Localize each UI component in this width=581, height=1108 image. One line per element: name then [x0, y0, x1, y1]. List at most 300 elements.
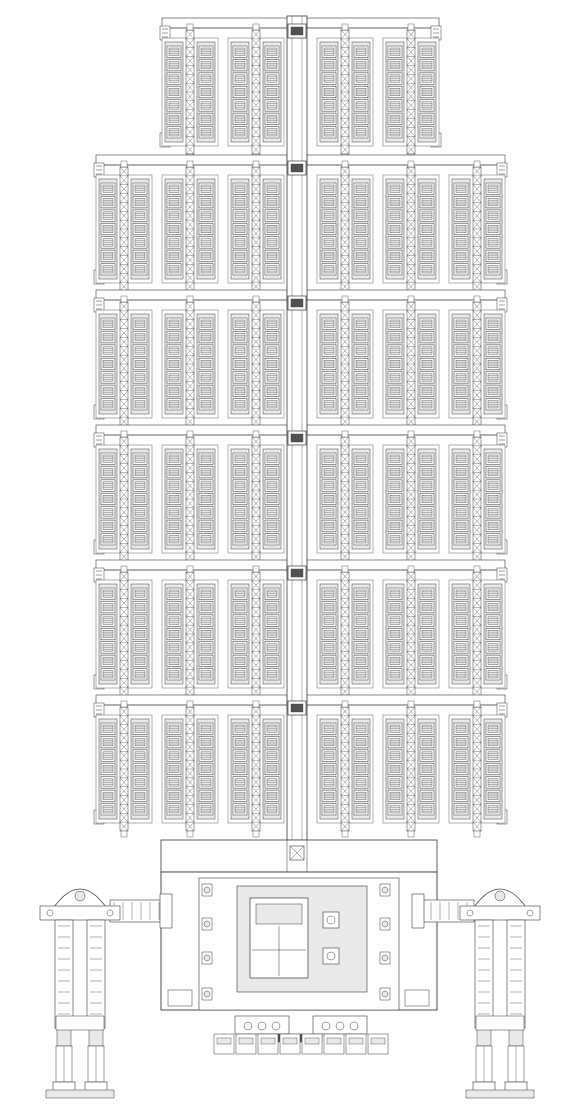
connector-strip	[407, 437, 415, 561]
bay-panel	[96, 296, 152, 432]
cell-module	[199, 520, 213, 531]
cell-module	[322, 59, 336, 70]
bay-panel	[449, 431, 505, 567]
cell-module	[199, 507, 213, 518]
drawing-line	[253, 431, 259, 437]
cell-module	[199, 59, 213, 70]
cell-module	[265, 588, 279, 599]
cell-module	[167, 196, 181, 207]
cell-module	[354, 318, 368, 329]
cell-module	[322, 318, 336, 329]
bay-panel	[317, 566, 373, 702]
bay-panel	[162, 24, 218, 160]
cell-module	[265, 507, 279, 518]
drawing-line	[475, 920, 493, 1028]
cell-module	[233, 723, 247, 734]
connector-strip	[407, 167, 415, 291]
cell-module	[354, 628, 368, 639]
cell-module	[265, 385, 279, 396]
connector-strip	[186, 167, 194, 291]
cell-module	[265, 642, 279, 653]
cell-module	[167, 358, 181, 369]
cell-module	[233, 628, 247, 639]
cell-module	[388, 358, 402, 369]
cell-module	[167, 183, 181, 194]
cell-module	[486, 453, 500, 464]
module-column	[263, 449, 281, 549]
cell-module	[322, 790, 336, 801]
cell-module	[354, 331, 368, 342]
module-column	[352, 584, 370, 684]
cell-module	[388, 345, 402, 356]
cell-module	[420, 777, 434, 788]
central-spine	[287, 16, 307, 840]
bay-panel	[162, 566, 218, 702]
connector-strip	[120, 167, 128, 291]
cell-module	[354, 385, 368, 396]
cell-module	[233, 480, 247, 491]
cell-module	[354, 777, 368, 788]
module-column	[165, 719, 183, 819]
drawing-line	[405, 990, 429, 1006]
cell-module	[420, 223, 434, 234]
module-column	[418, 449, 436, 549]
cell-module	[420, 750, 434, 761]
cell-module	[133, 237, 147, 248]
cell-module	[265, 372, 279, 383]
connector-strip	[341, 167, 349, 291]
cell-module	[388, 520, 402, 531]
cell-module	[454, 520, 468, 531]
cell-module	[354, 601, 368, 612]
porthole	[380, 884, 390, 896]
cell-module	[388, 534, 402, 545]
cell-module	[233, 210, 247, 221]
hub-fitting	[288, 566, 306, 580]
bay-panel	[449, 701, 505, 837]
module-column	[197, 42, 215, 142]
cell-module	[322, 723, 336, 734]
cell-module	[322, 520, 336, 531]
cell-module	[101, 345, 115, 356]
cell-module	[388, 385, 402, 396]
cell-module	[420, 642, 434, 653]
cell-module	[454, 804, 468, 815]
cell-module	[133, 372, 147, 383]
cell-module	[133, 399, 147, 410]
cell-module	[199, 588, 213, 599]
cell-module	[454, 628, 468, 639]
cell-module	[233, 790, 247, 801]
cell-module	[322, 601, 336, 612]
cell-module	[233, 507, 247, 518]
drawing-line	[160, 894, 172, 928]
drawing-line	[467, 910, 473, 916]
cell-module	[265, 453, 279, 464]
cell-module	[199, 723, 213, 734]
porthole	[380, 918, 390, 930]
cell-module	[265, 750, 279, 761]
cell-module	[420, 790, 434, 801]
cell-module	[388, 223, 402, 234]
cell-module	[388, 615, 402, 626]
cell-module	[233, 86, 247, 97]
drawing-line	[121, 831, 127, 837]
module-column	[165, 314, 183, 414]
cell-module	[486, 763, 500, 774]
cell-module	[322, 480, 336, 491]
cell-module	[265, 493, 279, 504]
cell-module	[167, 46, 181, 57]
cell-module	[167, 588, 181, 599]
cell-module	[388, 113, 402, 124]
drawing-line	[187, 701, 193, 707]
cell-module	[388, 318, 402, 329]
cell-module	[233, 100, 247, 111]
cell-module	[354, 196, 368, 207]
cell-module	[486, 196, 500, 207]
drawing-line	[408, 701, 414, 707]
cell-module	[167, 385, 181, 396]
drawing-line	[408, 431, 414, 437]
cell-module	[454, 358, 468, 369]
cell-module	[354, 507, 368, 518]
cell-module	[388, 601, 402, 612]
cell-module	[233, 196, 247, 207]
hub-fitting	[288, 431, 306, 445]
cell-module	[133, 358, 147, 369]
porthole	[380, 952, 390, 964]
module-column	[418, 584, 436, 684]
cell-module	[101, 642, 115, 653]
cell-module	[388, 331, 402, 342]
module-column	[386, 179, 404, 279]
module-column	[263, 314, 281, 414]
module-column	[320, 42, 338, 142]
module-column	[484, 314, 502, 414]
cell-module	[420, 480, 434, 491]
cell-module	[167, 777, 181, 788]
cell-module	[233, 237, 247, 248]
cell-module	[420, 250, 434, 261]
cell-module	[233, 183, 247, 194]
cell-module	[101, 196, 115, 207]
connector-strip	[186, 30, 194, 154]
port-fitting	[323, 912, 339, 928]
cell-module	[454, 763, 468, 774]
cell-module	[454, 507, 468, 518]
cell-module	[454, 466, 468, 477]
module-column	[386, 449, 404, 549]
drawing-line	[239, 1038, 253, 1044]
module-column	[452, 584, 470, 684]
drawing-line	[342, 161, 348, 167]
cell-module	[454, 372, 468, 383]
cell-module	[354, 763, 368, 774]
cell-module	[167, 100, 181, 111]
cell-module	[233, 113, 247, 124]
cell-module	[454, 588, 468, 599]
module-column	[231, 179, 249, 279]
cell-module	[354, 237, 368, 248]
cell-module	[199, 318, 213, 329]
module-column	[484, 719, 502, 819]
cell-module	[454, 210, 468, 221]
cell-module	[233, 385, 247, 396]
cell-module	[167, 507, 181, 518]
connector-strip	[473, 572, 481, 696]
cell-module	[454, 723, 468, 734]
module-column	[418, 42, 436, 142]
cell-module	[133, 318, 147, 329]
connector-strip	[473, 707, 481, 831]
connector-strip	[186, 707, 194, 831]
drawing-line	[342, 24, 348, 30]
cell-module	[101, 399, 115, 410]
cell-module	[199, 655, 213, 666]
cell-module	[322, 210, 336, 221]
cell-module	[322, 628, 336, 639]
cell-module	[420, 345, 434, 356]
drawing-line	[261, 1038, 275, 1044]
bay-panel	[449, 566, 505, 702]
connector-strip	[473, 167, 481, 291]
module-column	[231, 449, 249, 549]
cell-module	[233, 318, 247, 329]
cell-module	[101, 588, 115, 599]
drawing-line	[75, 891, 85, 901]
cell-module	[388, 750, 402, 761]
cell-module	[265, 601, 279, 612]
cell-module	[265, 210, 279, 221]
module-column	[197, 179, 215, 279]
cell-module	[454, 615, 468, 626]
module-column	[320, 179, 338, 279]
cell-module	[354, 86, 368, 97]
cell-module	[199, 466, 213, 477]
cell-module	[265, 318, 279, 329]
cell-module	[420, 331, 434, 342]
cell-module	[233, 777, 247, 788]
bay-panel	[228, 431, 284, 567]
bay-panel	[96, 161, 152, 297]
cell-module	[233, 466, 247, 477]
drawing-line	[258, 1022, 266, 1030]
drawing-line	[474, 701, 480, 707]
module-column	[99, 314, 117, 414]
cell-module	[486, 601, 500, 612]
cell-module	[354, 642, 368, 653]
cell-module	[233, 750, 247, 761]
cell-module	[420, 127, 434, 138]
cell-module	[167, 73, 181, 84]
cell-module	[101, 723, 115, 734]
cell-module	[454, 331, 468, 342]
cell-module	[420, 723, 434, 734]
cell-module	[486, 615, 500, 626]
bay-panel	[162, 161, 218, 297]
cell-module	[265, 59, 279, 70]
drawing-line	[291, 299, 303, 307]
drawing-line	[253, 161, 259, 167]
connector-strip	[407, 30, 415, 154]
bay-panel	[383, 431, 439, 567]
cell-module	[233, 601, 247, 612]
cell-module	[388, 804, 402, 815]
cell-module	[388, 100, 402, 111]
cell-module	[101, 534, 115, 545]
cell-module	[167, 318, 181, 329]
module-column	[131, 449, 149, 549]
drawing-line	[283, 1038, 297, 1044]
cell-module	[486, 723, 500, 734]
cell-module	[133, 223, 147, 234]
cell-module	[233, 763, 247, 774]
cell-module	[233, 59, 247, 70]
drawing-line	[408, 24, 414, 30]
cell-module	[233, 588, 247, 599]
bay-panel	[449, 296, 505, 432]
cell-module	[233, 73, 247, 84]
cell-module	[322, 86, 336, 97]
bay-panel	[228, 701, 284, 837]
cell-module	[167, 331, 181, 342]
cell-module	[322, 372, 336, 383]
cell-module	[322, 223, 336, 234]
drawing-line	[204, 887, 210, 893]
drawing-line	[408, 831, 414, 837]
cell-module	[167, 493, 181, 504]
cell-module	[101, 804, 115, 815]
drawing-line	[476, 1016, 524, 1030]
drawing-line	[204, 991, 210, 997]
cell-module	[199, 480, 213, 491]
cell-module	[199, 615, 213, 626]
cell-module	[233, 46, 247, 57]
drawing-line	[121, 161, 127, 167]
cell-module	[199, 534, 213, 545]
cell-module	[133, 250, 147, 261]
cell-module	[233, 358, 247, 369]
cell-module	[265, 86, 279, 97]
cell-module	[133, 736, 147, 747]
cell-module	[420, 385, 434, 396]
connector-strip	[341, 437, 349, 561]
drawing-line	[408, 161, 414, 167]
cell-module	[167, 790, 181, 801]
cell-module	[420, 615, 434, 626]
drawing-line	[256, 904, 302, 924]
drawing-line	[187, 24, 193, 30]
cell-module	[486, 345, 500, 356]
cell-module	[133, 655, 147, 666]
cell-module	[322, 763, 336, 774]
cell-module	[101, 250, 115, 261]
drawing-line	[371, 1038, 385, 1044]
cell-module	[199, 763, 213, 774]
cell-module	[388, 210, 402, 221]
cell-module	[354, 46, 368, 57]
drawing-line	[507, 920, 525, 1028]
module-column	[352, 449, 370, 549]
cell-module	[133, 669, 147, 680]
cell-module	[265, 804, 279, 815]
drawing-line	[162, 18, 287, 28]
drawing-line	[272, 1022, 280, 1030]
cell-module	[420, 100, 434, 111]
cell-module	[133, 453, 147, 464]
cell-module	[167, 750, 181, 761]
cell-module	[265, 534, 279, 545]
cell-module	[167, 763, 181, 774]
connector-strip	[186, 572, 194, 696]
cell-module	[199, 750, 213, 761]
connector-strip	[252, 30, 260, 154]
collar-fitting	[290, 846, 304, 860]
cell-module	[420, 466, 434, 477]
cell-module	[101, 453, 115, 464]
cell-module	[486, 750, 500, 761]
drawing-line	[204, 955, 210, 961]
cell-module	[199, 385, 213, 396]
cell-module	[420, 237, 434, 248]
drawing-line	[47, 910, 53, 916]
cell-module	[167, 237, 181, 248]
cell-module	[265, 399, 279, 410]
cell-module	[199, 183, 213, 194]
module-column	[165, 179, 183, 279]
drawing-line	[253, 566, 259, 572]
cell-module	[199, 100, 213, 111]
cell-module	[265, 100, 279, 111]
bay-panel	[317, 296, 373, 432]
cell-module	[454, 183, 468, 194]
cell-module	[388, 196, 402, 207]
porthole	[202, 918, 212, 930]
drawing-line	[56, 1016, 104, 1030]
cell-module	[133, 196, 147, 207]
cell-module	[454, 777, 468, 788]
connector-strip	[120, 707, 128, 831]
porthole	[380, 988, 390, 1000]
drawing-line	[291, 434, 303, 442]
drawing-line	[474, 566, 480, 572]
module-column	[231, 584, 249, 684]
cell-module	[388, 59, 402, 70]
cell-module	[167, 399, 181, 410]
bay-panel	[383, 566, 439, 702]
drawing-line	[327, 916, 335, 924]
cell-module	[233, 250, 247, 261]
cell-module	[322, 507, 336, 518]
cell-module	[420, 399, 434, 410]
cell-module	[354, 736, 368, 747]
module-column	[386, 719, 404, 819]
cell-module	[420, 804, 434, 815]
cell-module	[167, 113, 181, 124]
cell-module	[265, 790, 279, 801]
drawing-line	[474, 431, 480, 437]
cell-module	[322, 750, 336, 761]
cell-module	[388, 790, 402, 801]
connector-strip	[252, 302, 260, 426]
cell-module	[199, 669, 213, 680]
cell-module	[233, 223, 247, 234]
cell-module	[322, 250, 336, 261]
cell-module	[486, 358, 500, 369]
module-column	[386, 314, 404, 414]
cell-module	[486, 264, 500, 275]
